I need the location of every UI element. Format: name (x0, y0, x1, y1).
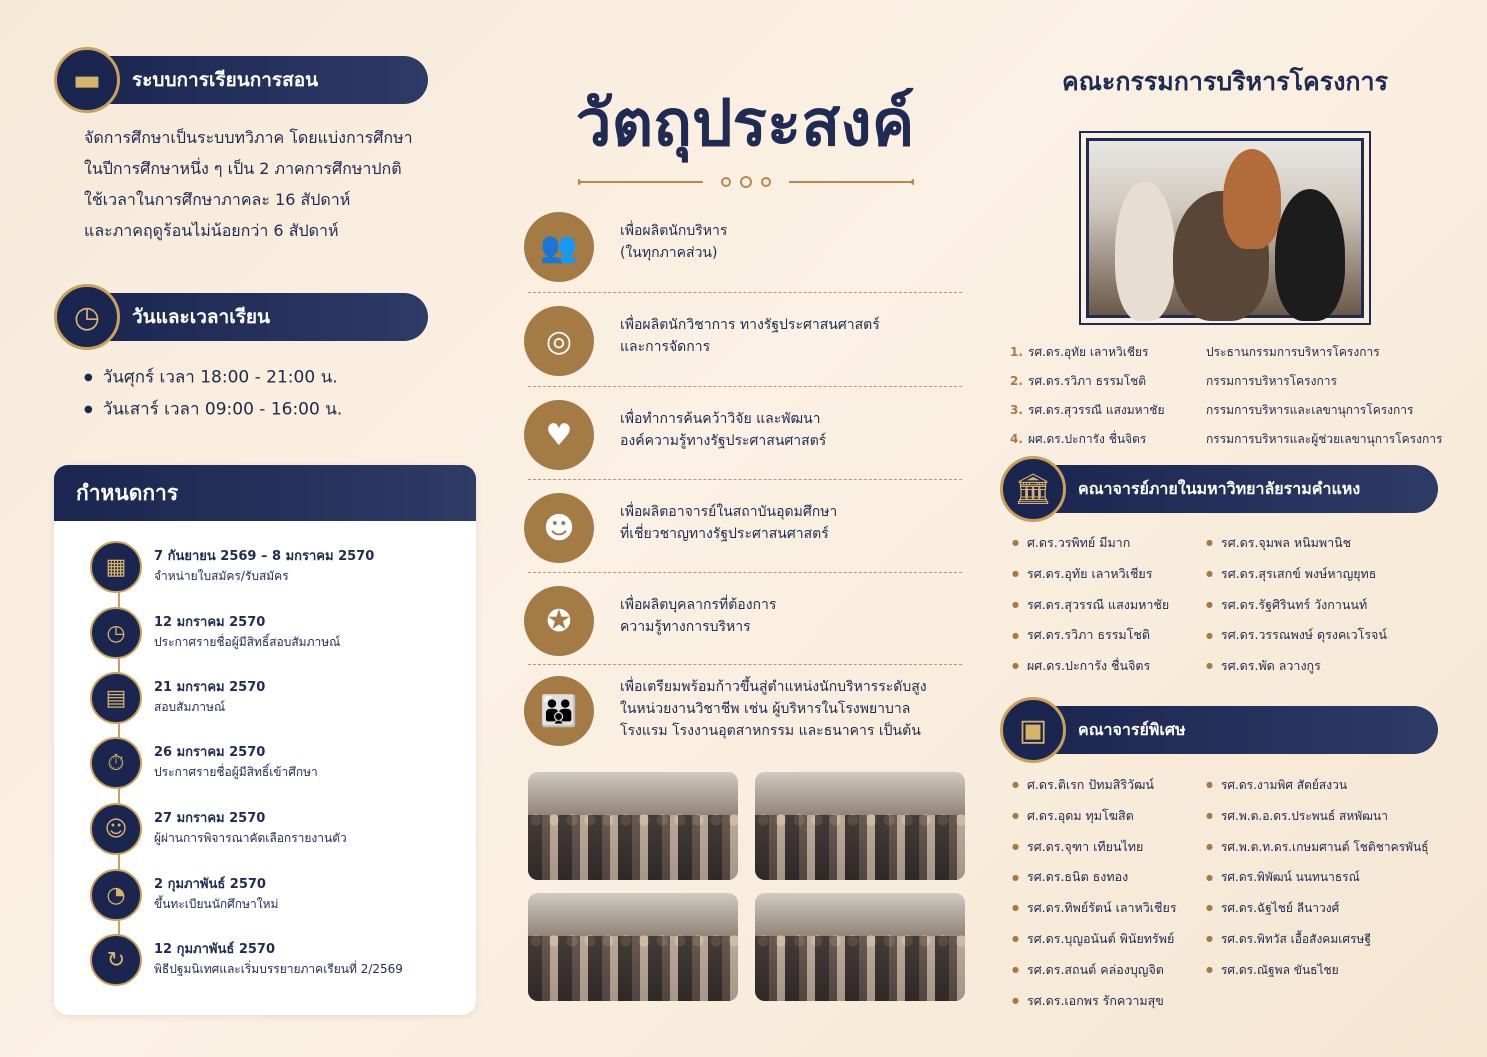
special-col1 (1012, 770, 1177, 1016)
divider (528, 386, 962, 387)
book-icon: ▬ (54, 47, 120, 113)
lecturer-name: ● ผศ.ดร.ปะการัง ชื่นจิตร (1012, 651, 1169, 682)
committee-member (1010, 396, 1442, 425)
schedule-event (90, 803, 460, 859)
member-number: 3. (1010, 403, 1023, 417)
lecturer-name: ● รศ.พ.ต.ท.ดร.เกษมศานต์ โชติชาครพันธุ์ (1206, 832, 1429, 863)
lecturer-name: ● รศ.ดร.รวิภา ธรรมโชติ (1012, 620, 1169, 651)
team-icon: 👥 (524, 212, 594, 282)
internal-col1 (1012, 528, 1169, 682)
internal-header (1024, 465, 1438, 513)
teaching-title: ระบบการเรียนการสอน (132, 69, 319, 91)
teaching-line: ใช้เวลาในการศึกษาภาคละ 16 สัปดาห์ (84, 190, 351, 209)
objective-line: โรงแรม โรงงานอุตสาหกรรม และธนาคาร เป็นต้น (620, 723, 921, 739)
special-title: คณาจารย์พิเศษ (1078, 719, 1186, 739)
objective-line: (ในทุกภาคส่วน) (620, 245, 718, 261)
group-photo (755, 893, 965, 1001)
objective-line: ในหน่วยงานวิชาชีพ เช่น ผู้บริหารในโรงพยาบาล (620, 701, 911, 717)
event-date: 12 มกราคม 2570 (154, 615, 266, 630)
schedule-event (90, 672, 460, 728)
teaching-line: และภาคฤดูร้อนไม่น้อยกว่า 6 สัปดาห์ (84, 221, 339, 240)
objective-line: และการจัดการ (620, 339, 711, 355)
objective-line: ที่เชี่ยวชาญทางรัฐประศาสนศาสตร์ (620, 526, 829, 542)
ornament-divider (578, 172, 914, 192)
objective-line: เพื่อผลิตบุคลากรที่ต้องการ (620, 597, 777, 613)
teaching-header (80, 56, 428, 104)
member-role: กรรมการบริหารและเลขานุการโครงการ (1206, 403, 1414, 417)
committee-list (1010, 338, 1442, 454)
objective-line: เพื่อผลิตนักวิชาการ ทางรัฐประศาสนศาสตร์ (620, 317, 880, 333)
lecturer-name: ● รศ.ดร.สุรเสกข์ พงษ์หาญยุทธ (1206, 559, 1387, 590)
lecturer-name: ● รศ.ดร.ทิพย์รัตน์ เลาหวิเชียร (1012, 893, 1177, 924)
event-date: 27 มกราคม 2570 (154, 811, 266, 826)
event-date: 21 มกราคม 2570 (154, 680, 266, 695)
lecturer-name: ● รศ.พ.ต.อ.ดร.ประพนธ์ สหพัฒนา (1206, 801, 1429, 832)
event-date: 2 กุมภาพันธ์ 2570 (154, 877, 266, 892)
lecturer-name: ● รศ.ดร.บุญอนันต์ พินัยทรัพย์ (1012, 924, 1177, 955)
lecturer-name: ● รศ.ดร.ธนิต ธงทอง (1012, 862, 1177, 893)
objectives-title: วัตถุประสงค์ (575, 87, 915, 161)
person-circle-icon: ✪ (524, 586, 594, 656)
member-name: รศ.ดร.รวิภา ธรรมโชติ (1028, 374, 1147, 388)
divider (528, 664, 962, 665)
internal-title: คณาจารย์ภายในมหาวิทยาลัยรามคำแหง (1078, 478, 1361, 498)
divider (528, 479, 962, 480)
classtime-item: ● วันเสาร์ เวลา 09:00 - 16:00 น. (84, 394, 342, 426)
watch-icon: ◔ (90, 869, 142, 921)
schedule-card (54, 465, 476, 1015)
teaching-line: ในปีการศึกษาหนึ่ง ๆ เป็น 2 ภาคการศึกษาปกติ (84, 159, 402, 178)
person-icon: ☺ (90, 803, 142, 855)
member-number: 4. (1010, 432, 1023, 446)
refresh-clock-icon: ↻ (90, 934, 142, 986)
objective-line: เพื่อทำการค้นคว้าวิจัย และพัฒนา (620, 411, 821, 427)
teaching-text (84, 122, 413, 246)
university-icon: 🏛 (1000, 456, 1066, 522)
event-text: ประกาศรายชื่อผู้มีสิทธิ์เข้าศึกษา (154, 765, 318, 779)
event-text: สอบสัมภาษณ์ (154, 700, 226, 714)
lecturer-name: ● รศ.ดร.รัฐศิรินทร์ วังกานนท์ (1206, 590, 1387, 621)
schedule-event (90, 737, 460, 793)
calendar-icon: ▦ (90, 541, 142, 593)
lecturer-name: ● รศ.ดร.สถนต์ คล่องบุญจิต (1012, 955, 1177, 986)
internal-col2 (1206, 528, 1387, 682)
member-number: 1. (1010, 345, 1023, 359)
divider (528, 572, 962, 573)
lecturer-name: ● รศ.ดร.ณัฐพล ขันธไชย (1206, 955, 1429, 986)
member-name: ผศ.ดร.ปะการัง ชื่นจิตร (1028, 432, 1147, 446)
member-role: ประธานกรรมการบริหารโครงการ (1206, 345, 1380, 359)
schedule-event (90, 869, 460, 925)
teaching-line: จัดการศึกษาเป็นระบบทวิภาค โดยแบ่งการศึกษา (84, 128, 413, 147)
schedule-title: กำหนดการ (54, 465, 476, 521)
lecturer-name: ● รศ.ดร.จุฑา เทียนไทย (1012, 832, 1177, 863)
objective-text (620, 220, 960, 264)
teacher-icon: ☻ (524, 493, 594, 563)
clock-icon: ◷ (54, 284, 120, 350)
lecturer-name: ● รศ.ดร.อุทัย เลาหวิเชียร (1012, 559, 1169, 590)
calendar-grid-icon: ▤ (90, 672, 142, 724)
event-text: ประกาศรายชื่อผู้มีสิทธิ์สอบสัมภาษณ์ (154, 635, 341, 649)
lecturer-name: ● รศ.ดร.วรรณพงษ์ ดุรงคเวโรจน์ (1206, 620, 1387, 651)
lecturer-name: ● รศ.ดร.ฉัฐไชย์ ลีนาวงศ์ (1206, 893, 1429, 924)
objective-item (524, 208, 964, 296)
group-photo (528, 772, 738, 880)
classtime-item: ● วันศุกร์ เวลา 18:00 - 21:00 น. (84, 362, 342, 394)
lecturer-name: ● รศ.ดร.งามพิศ สัตย์สงวน (1206, 770, 1429, 801)
lecturer-name: ● รศ.ดร.จุมพล หนิมพานิช (1206, 528, 1387, 559)
group-photo (755, 772, 965, 880)
presentation-icon: ▣ (1000, 697, 1066, 763)
objective-text (620, 501, 960, 545)
lecturer-name: ● ศ.ดร.อุดม ทุมโฆสิต (1012, 801, 1177, 832)
event-text: จำหน่ายใบสมัคร/รับสมัคร (154, 569, 289, 583)
classtime-list (84, 362, 342, 425)
committee-member (1010, 367, 1442, 396)
lecturer-name: ● รศ.ดร.สุวรรณี แสงมหาชัย (1012, 590, 1169, 621)
objective-line: ความรู้ทางการบริหาร (620, 619, 751, 635)
target-people-icon: ◎ (524, 306, 594, 376)
group-icon: 👪 (524, 676, 594, 746)
objective-item (524, 396, 964, 484)
committee-member (1010, 425, 1442, 454)
objective-line: เพื่อผลิตนักบริหาร (620, 223, 728, 239)
objective-item (524, 672, 964, 752)
schedule-event (90, 607, 460, 663)
event-text: พิธีปฐมนิเทศและเริ่มบรรยายภาคเรียนที่ 2/2569 (154, 962, 403, 976)
hands-icon: ♥ (524, 400, 594, 470)
lecturer-name: ● รศ.ดร.พิพัฒน์ นนทนาธรณ์ (1206, 862, 1429, 893)
special-header (1024, 706, 1438, 754)
lecturer-name: ● ศ.ดร.ติเรก ปัทมสิริวัฒน์ (1012, 770, 1177, 801)
objective-text (620, 408, 960, 452)
member-name: รศ.ดร.อุทัย เลาหวิเชียร (1028, 345, 1149, 359)
member-role: กรรมการบริหารโครงการ (1206, 374, 1337, 388)
special-col2 (1206, 770, 1429, 986)
lecturer-name: ● รศ.ดร.เอกพร รักความสุข (1012, 986, 1177, 1017)
lecturer-name: ● ศ.ดร.วรพิทย์ มีมาก (1012, 528, 1169, 559)
event-date: 7 กันยายน 2569 – 8 มกราคม 2570 (154, 549, 375, 564)
objective-text (620, 676, 960, 742)
objective-item (524, 302, 964, 390)
schedule-event (90, 541, 460, 597)
committee-photo (1086, 138, 1364, 318)
classtime-title: วันและเวลาเรียน (132, 306, 271, 328)
member-number: 2. (1010, 374, 1023, 388)
objective-text (620, 594, 960, 638)
member-role: กรรมการบริหารและผู้ช่วยเลขานุการโครงการ (1206, 432, 1443, 446)
objective-line: เพื่อเตรียมพร้อมก้าวขึ้นสู่ตำแหน่งนักบริหารระดับสูง (620, 679, 927, 695)
objective-text (620, 314, 960, 358)
objective-item (524, 582, 964, 670)
lecturer-name: ● รศ.ดร.พัด ลวางกูร (1206, 651, 1387, 682)
group-photo (528, 893, 738, 1001)
committee-title: คณะกรรมการบริหารโครงการ (1061, 67, 1389, 96)
committee-member (1010, 338, 1442, 367)
event-date: 12 กุมภาพันธ์ 2570 (154, 942, 276, 957)
classtime-header (80, 293, 428, 341)
objective-item (524, 489, 964, 577)
divider (528, 292, 962, 293)
event-date: 26 มกราคม 2570 (154, 745, 266, 760)
member-name: รศ.ดร.สุวรรณี แสงมหาชัย (1028, 403, 1165, 417)
stopwatch-icon: ⏱ (90, 737, 142, 789)
event-text: ผู้ผ่านการพิจารณาคัดเลือกรายงานตัว (154, 831, 347, 845)
objective-line: เพื่อผลิตอาจารย์ในสถาบันอุดมศึกษา (620, 504, 838, 520)
lecturer-name: ● รศ.ดร.พิทวัส เอื้อสังคมเศรษฐี (1206, 924, 1429, 955)
schedule-event (90, 934, 460, 990)
event-text: ขึ้นทะเบียนนักศึกษาใหม่ (154, 897, 279, 911)
clock-icon: ◷ (90, 607, 142, 659)
objective-line: องค์ความรู้ทางรัฐประศาสนศาสตร์ (620, 433, 827, 449)
